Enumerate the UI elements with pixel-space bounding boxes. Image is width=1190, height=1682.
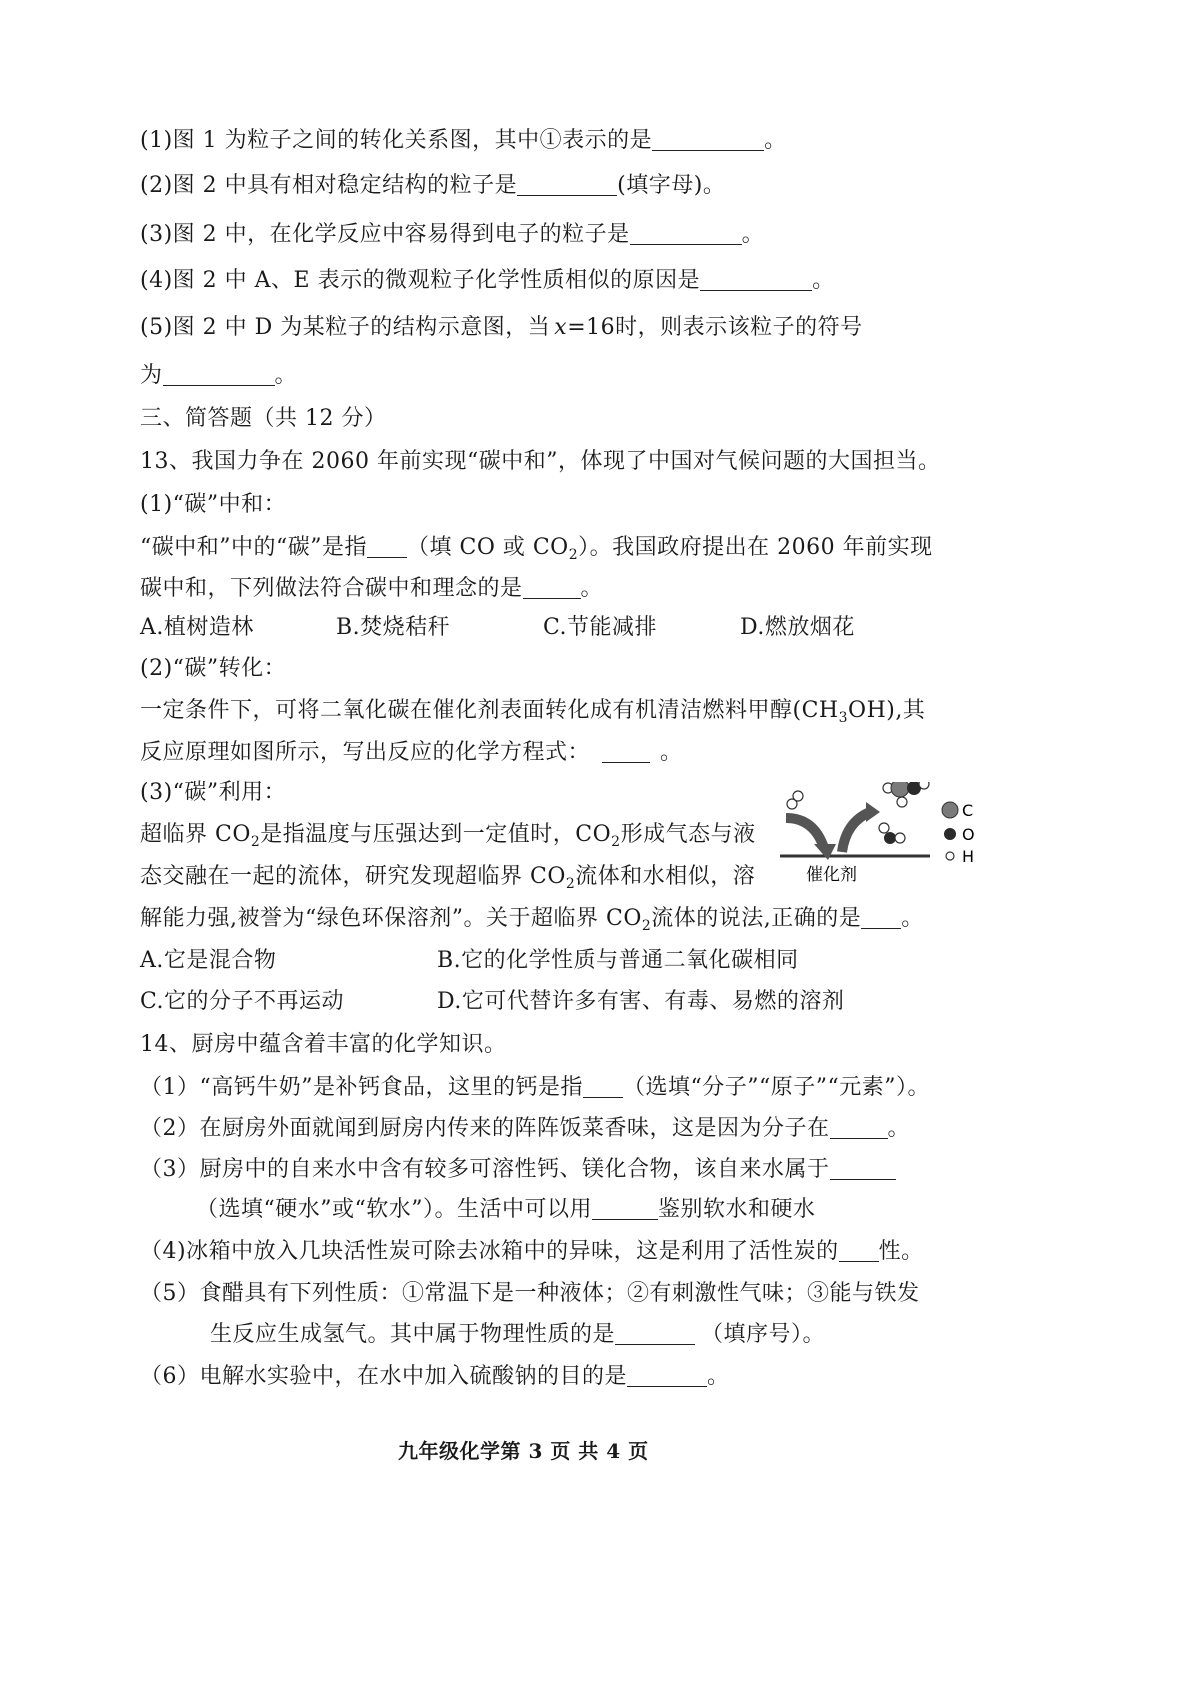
- question-5-cont: 为 。: [140, 363, 298, 388]
- answer-blank[interactable]: [602, 740, 650, 763]
- question-text: (4)图 2 中 A、E 表示的微观粒子化学性质相似的原因是: [140, 268, 701, 293]
- q13-part1-line1: “碳中和”中的“碳”是指 （填 CO 或 $CO_2$）。我国政府提出在 2060 年前实现: [140, 535, 933, 563]
- q13-part1-line2: 碳中和，下列做法符合碳中和理念的是 。: [140, 576, 604, 601]
- question-text: (5)图 2 中 D 为某粒子的结构示意图，当: [140, 315, 551, 340]
- question-4: (4)图 2 中 A、E 表示的微观粒子化学性质相似的原因是 。: [140, 268, 835, 293]
- question-2: (2)图 2 中具有相对稳定结构的粒子是 (填字母)。: [140, 173, 726, 198]
- q13-part3-line1: 超临界 $CO_2$是指温度与压强达到一定值时，$CO_2$形成气态与液: [140, 822, 756, 850]
- q14-item-5: （5）食醋具有下列性质：①常温下是一种液体；②有刺激性气味；③能与铁发: [140, 1281, 920, 1306]
- q14-item-5-cont: 生反应生成氢气。其中属于物理性质的是 （填序号）。: [210, 1322, 826, 1347]
- answer-blank[interactable]: [163, 363, 275, 386]
- question-text: (2)图 2 中具有相对稳定结构的粒子是: [140, 173, 518, 198]
- question-3: (3)图 2 中，在化学反应中容易得到电子的粒子是 。: [140, 222, 765, 247]
- option-d[interactable]: D.它可代替许多有害、有毒、易燃的溶剂: [437, 989, 845, 1014]
- option-d[interactable]: D.燃放烟花: [740, 615, 855, 640]
- answer-blank[interactable]: [830, 1157, 896, 1180]
- q14-item-3: （3）厨房中的自来水中含有较多可溶性钙、镁化合物，该自来水属于: [140, 1155, 896, 1185]
- option-b[interactable]: B.焚烧秸秆: [336, 615, 451, 640]
- q14-item-4: （4)冰箱中放入几块活性炭可除去冰箱中的异味，这是利用了活性炭的 性。: [140, 1239, 924, 1264]
- question-14-stem: 14、厨房中蕴含着丰富的化学知识。: [140, 1032, 507, 1057]
- svg-text:H: H: [962, 847, 975, 866]
- answer-blank[interactable]: [523, 576, 581, 599]
- catalyst-label: 催化剂: [806, 865, 857, 885]
- q14-item-3-cont: （选填“硬水”或“软水”）。生活中可以用 鉴别软水和硬水: [196, 1197, 816, 1222]
- arrow-in-icon: [786, 818, 824, 848]
- hydrogen-molecules: [780, 782, 803, 809]
- answer-blank[interactable]: [367, 535, 407, 558]
- answer-blank[interactable]: [627, 1364, 707, 1387]
- q13-part2-line1: 一定条件下，可将二氧化碳在催化剂表面转化成有机清洁燃料甲醇$(CH_3OH)$,其: [140, 698, 926, 726]
- q13-part3-line2: 态交融在一起的流体，研究发现超临界 $CO_2$流体和水相似，溶: [140, 864, 756, 892]
- answer-blank[interactable]: [652, 128, 764, 151]
- reaction-diagram: [780, 782, 1060, 922]
- answer-blank[interactable]: [592, 1197, 658, 1220]
- legend: [942, 801, 975, 866]
- q13-part3-line3: 解能力强,被誉为“绿色环保溶剂”。关于超临界 $CO_2$流体的说法,正确的是 。: [140, 906, 924, 934]
- q13-part3-title: (3)“碳”利用：: [140, 780, 287, 805]
- answer-blank[interactable]: [830, 1116, 888, 1139]
- question-1: (1)图 1 为粒子之间的转化关系图，其中①表示的是 。: [140, 128, 787, 153]
- answer-blank[interactable]: [583, 1075, 623, 1098]
- q14-item-1: （1）“高钙牛奶”是补钙食品，这里的钙是指 （选填“分子”“原子”“元素”）。: [140, 1075, 930, 1100]
- q13-part1-title: (1)“碳”中和：: [140, 492, 287, 517]
- arrow-out-icon: [842, 812, 870, 852]
- answer-blank[interactable]: [517, 173, 617, 196]
- option-c[interactable]: C.节能减排: [543, 615, 658, 640]
- option-a[interactable]: A.植树造林: [140, 615, 254, 640]
- q14-item-6: （6）电解水实验中，在水中加入硫酸钠的目的是 。: [140, 1364, 730, 1389]
- q13-part2-title: (2)“碳”转化：: [140, 656, 287, 681]
- answer-blank[interactable]: [615, 1322, 695, 1345]
- answer-blank[interactable]: [630, 222, 742, 245]
- answer-blank[interactable]: [839, 1239, 879, 1262]
- option-a[interactable]: A.它是混合物: [140, 948, 277, 973]
- methanol-molecule: [883, 782, 929, 807]
- svg-text:O: O: [962, 825, 975, 844]
- question-13-stem: 13、我国力争在 2060 年前实现“碳中和”，体现了中国对气候问题的大国担当。: [140, 449, 941, 474]
- q14-item-2: （2）在厨房外面就闻到厨房内传来的阵阵饭菜香味，这是因为分子在 。: [140, 1116, 911, 1141]
- svg-text:C: C: [962, 801, 974, 820]
- option-b[interactable]: B.它的化学性质与普通二氧化碳相同: [437, 948, 799, 973]
- option-c[interactable]: C.它的分子不再运动: [140, 989, 345, 1014]
- question-text: (1)图 1 为粒子之间的转化关系图，其中①表示的是: [140, 128, 653, 153]
- water-molecule: [879, 823, 905, 844]
- answer-blank[interactable]: [700, 268, 812, 291]
- q13-part2-line2: 反应原理如图所示，写出反应的化学方程式： 。: [140, 740, 683, 765]
- question-text: (3)图 2 中，在化学反应中容易得到电子的粒子是: [140, 222, 630, 247]
- section-heading: 三、简答题（共 12 分）: [140, 406, 387, 431]
- page-footer: 九年级化学第 3 页 共 4 页: [398, 1439, 649, 1463]
- question-5: (5)图 2 中 D 为某粒子的结构示意图，当 x=16时，则表示该粒子的符号: [140, 315, 863, 340]
